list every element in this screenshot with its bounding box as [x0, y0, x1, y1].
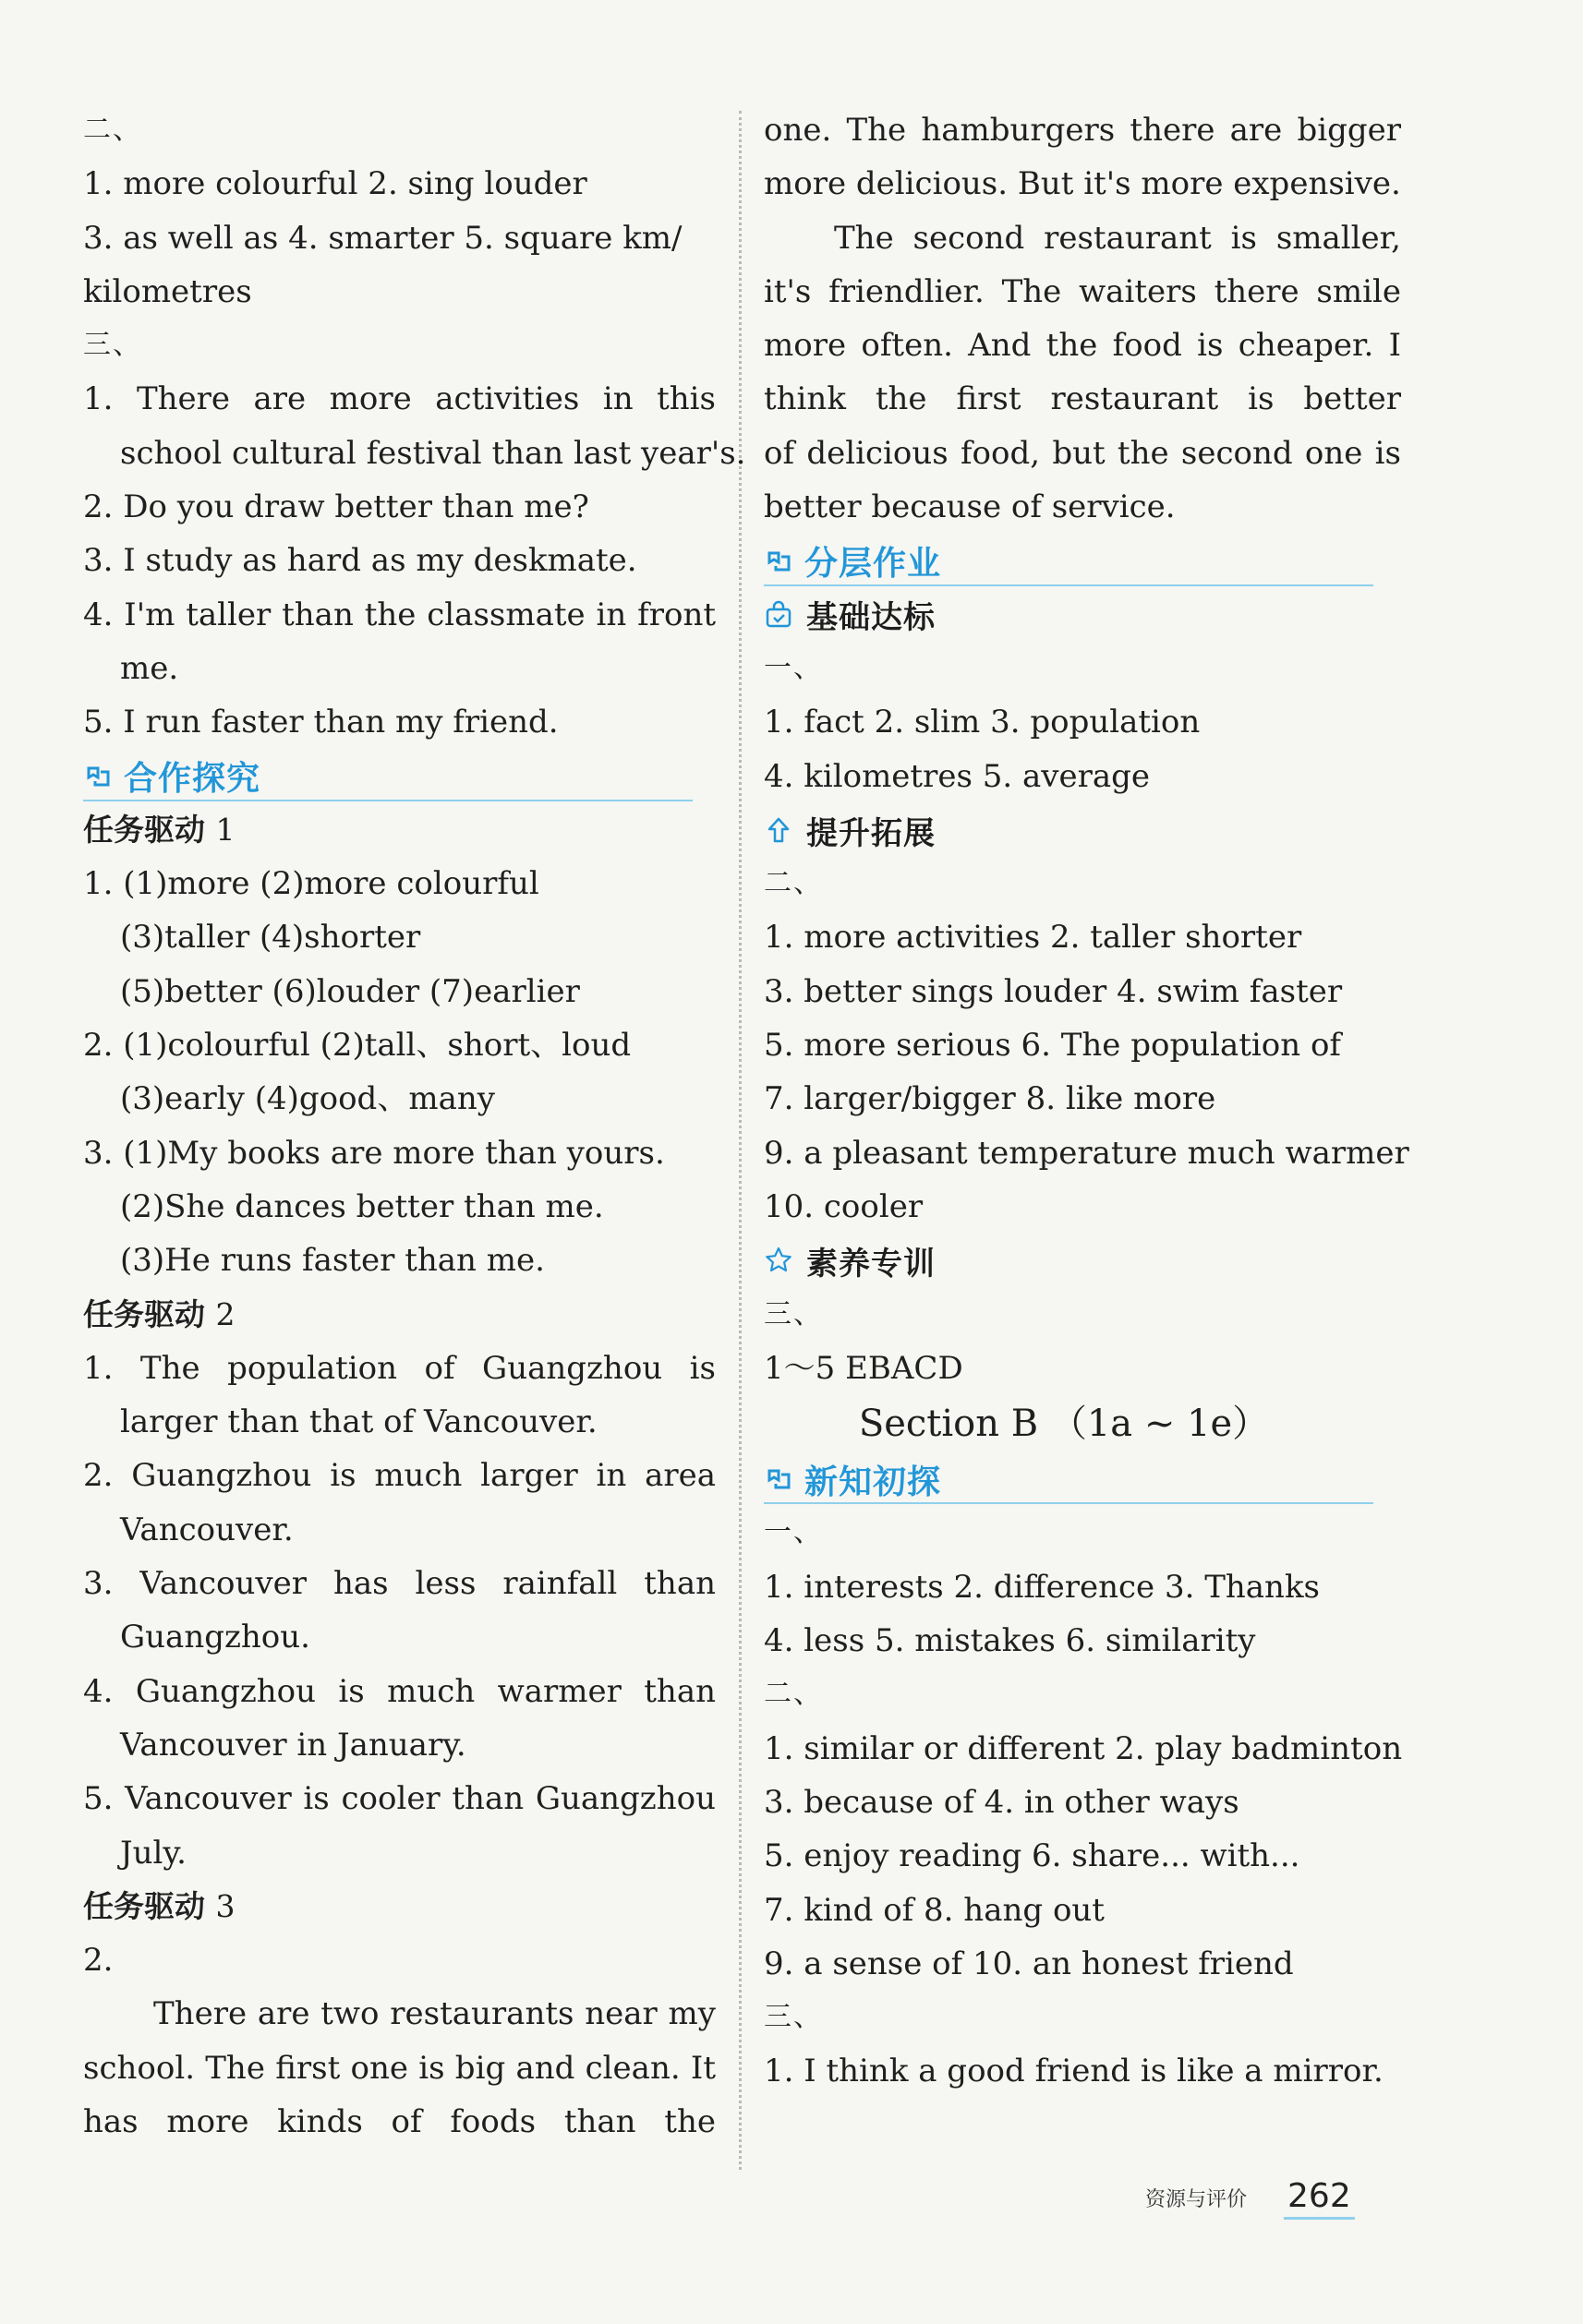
answer-line: 3. better sings louder 4. swim faster	[764, 972, 1343, 1010]
section-bookmark-icon	[764, 546, 795, 577]
answer-line: 5. enjoy reading 6. share... with...	[764, 1837, 1300, 1875]
part-marker: 二、	[764, 867, 823, 900]
answer-line: 1. fact 2. slim 3. population	[764, 704, 1201, 741]
answer-line: 1. similar or different 2. play badminton	[764, 1729, 1403, 1767]
subsection-title: 提升拓展	[806, 814, 936, 852]
answer-line: 1～5 EBACD	[764, 1349, 963, 1387]
answer-line: 4. kilometres 5. average	[764, 757, 1150, 795]
answer-line: me.	[120, 649, 179, 687]
task-label	[83, 1288, 716, 1342]
answer-line: 3. Vancouver has less rainfall than	[83, 1565, 716, 1603]
answer-line: July.	[120, 1834, 187, 1872]
subsection-title: 基础达标	[806, 599, 936, 637]
answer-line: Vancouver in January.	[120, 1726, 466, 1764]
task-label	[83, 803, 716, 857]
answer-line: larger than that of Vancouver.	[120, 1403, 598, 1441]
task-number: 2	[215, 1295, 236, 1332]
answer-line: Vancouver.	[120, 1511, 294, 1548]
answer-line: 1. interests 2. difference 3. Thanks	[764, 1568, 1320, 1606]
answer-line: 10. cooler	[764, 1187, 924, 1225]
section-title-cooperation	[83, 750, 716, 803]
part-marker: 一、	[764, 651, 823, 684]
answer-line: 1. There are more activities in this	[83, 380, 716, 418]
subsection-literacy	[764, 1234, 1401, 1287]
essay-line: better because of service.	[764, 488, 1176, 526]
up-arrow-icon	[764, 815, 793, 845]
answer-line: 2.	[83, 1942, 114, 1980]
essay-line: more often. And the food is cheaper. I	[764, 327, 1401, 365]
section-title-new-knowledge	[764, 1452, 1401, 1506]
answer-line: 7. larger/bigger 8. like more	[764, 1080, 1216, 1118]
answer-line: (5)better (6)louder (7)earlier	[120, 972, 580, 1010]
essay-line: more delicious. But it's more expensive.	[764, 165, 1401, 203]
answer-line: Guangzhou.	[120, 1619, 310, 1656]
essay-line: The second restaurant is smaller,	[834, 219, 1401, 257]
answer-line: (3)He runs faster than me.	[120, 1242, 545, 1280]
answer-line: 1. (1)more (2)more colourful	[83, 865, 539, 903]
answer-line: 1. more activities 2. taller shorter	[764, 919, 1302, 957]
answer-line: 2. Guangzhou is much larger in area	[83, 1457, 716, 1495]
part-marker: 三、	[764, 1297, 823, 1331]
part-marker: 二、	[83, 114, 142, 146]
answer-line: 5. I run faster than my friend.	[83, 704, 559, 741]
answer-line: 3. as well as 4. smarter 5. square km/	[83, 219, 683, 257]
answer-line: kilometres	[83, 272, 252, 310]
footer-label: 资源与评价	[1145, 2188, 1248, 2211]
answer-line: 4. less 5. mistakes 6. similarity	[764, 1622, 1256, 1660]
answer-line: 5. more serious 6. The population of	[764, 1027, 1342, 1065]
answer-line: (2)She dances better than me.	[120, 1187, 604, 1225]
section-title-text: 合作探究	[124, 760, 261, 799]
essay-line: There are two restaurants near my	[153, 1995, 716, 2033]
essay-line: has more kinds of foods than the	[83, 2102, 716, 2140]
essay-line: of delicious food, but the second one is	[764, 434, 1401, 472]
section-title-text: 分层作业	[804, 545, 942, 584]
task-label	[83, 1880, 716, 1933]
part-marker: 二、	[764, 1678, 823, 1711]
answer-line: 1. I think a good friend is like a mirror.	[764, 2053, 1384, 2090]
section-bookmark-icon	[764, 1463, 795, 1495]
section-bookmark-icon	[83, 761, 115, 792]
page-number: 262	[1284, 2177, 1355, 2220]
right-column	[764, 103, 1409, 2099]
answer-line: 4. Guangzhou is much warmer than	[83, 1672, 716, 1710]
answer-line: 2. Do you draw better than me?	[83, 488, 589, 526]
bag-check-icon	[764, 600, 793, 630]
part-marker: 三、	[83, 329, 142, 362]
answer-line: (3)early (4)good、many	[120, 1080, 495, 1118]
column-divider	[739, 111, 742, 2170]
part-marker: 三、	[764, 2001, 823, 2034]
answer-line: 7. kind of 8. hang out	[764, 1891, 1105, 1929]
task-label-text: 任务驱动	[83, 1887, 205, 1924]
answer-line: 9. a sense of 10. an honest friend	[764, 1945, 1294, 1982]
answer-line: 1. The population of Guangzhou is	[83, 1349, 716, 1387]
section-title-layered-homework	[764, 534, 1401, 587]
answer-line: school cultural festival than last year's.	[120, 434, 746, 472]
section-title-text: 新知初探	[804, 1463, 942, 1501]
answer-line: 1. more colourful 2. sing louder	[83, 165, 587, 203]
task-number: 3	[215, 1887, 236, 1924]
page-footer	[1145, 2177, 1355, 2220]
essay-line: think the first restaurant is better	[764, 380, 1401, 418]
essay-line: it's friendlier. The waiters there smile	[764, 272, 1401, 310]
answer-line: 2. (1)colourful (2)tall、short、loud	[83, 1027, 632, 1065]
left-column	[83, 103, 746, 2149]
answer-line: 4. I'm taller than the classmate in front	[83, 596, 716, 633]
answer-line: 3. I study as hard as my deskmate.	[83, 542, 637, 580]
essay-line: school. The first one is big and clean. It	[83, 2049, 716, 2087]
subsection-improve	[764, 803, 1401, 857]
task-number: 1	[215, 811, 236, 848]
subsection-title: 素养专训	[806, 1245, 936, 1282]
task-label-text: 任务驱动	[83, 811, 205, 848]
answer-line: 9. a pleasant temperature much warmer	[764, 1134, 1409, 1172]
essay-line: one. The hamburgers there are bigger	[764, 112, 1401, 149]
answer-line: 3. because of 4. in other ways	[764, 1783, 1239, 1821]
answer-line: 3. (1)My books are more than yours.	[83, 1134, 665, 1172]
section-b-heading: Section B （1a ~ 1e）	[858, 1403, 1270, 1446]
answer-line: 5. Vancouver is cooler than Guangzhou	[83, 1780, 716, 1818]
answer-line: (3)taller (4)shorter	[120, 919, 421, 957]
star-icon	[764, 1246, 793, 1275]
subsection-basic	[764, 588, 1401, 642]
task-label-text: 任务驱动	[83, 1295, 205, 1332]
part-marker: 一、	[764, 1516, 823, 1549]
